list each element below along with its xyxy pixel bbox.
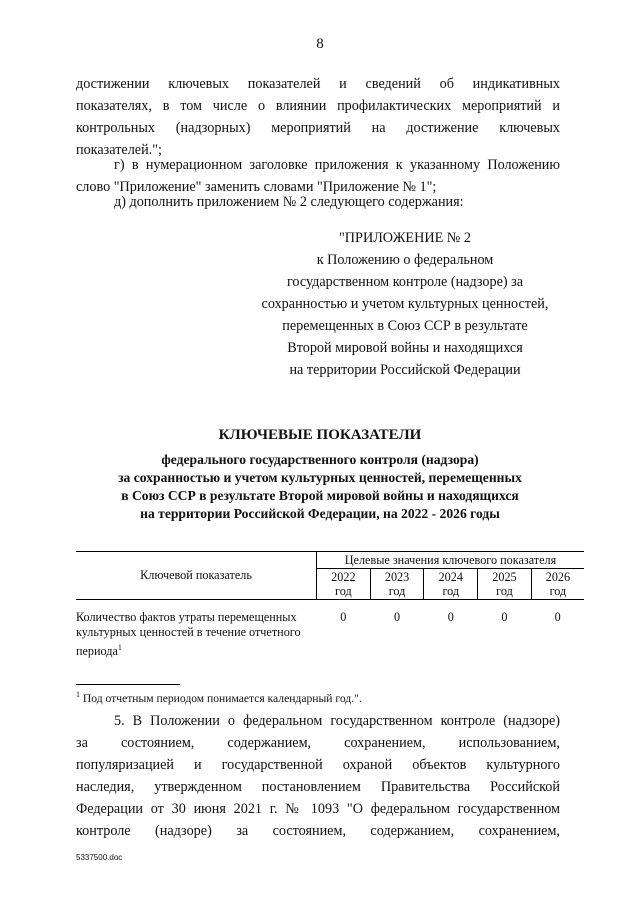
document-id: 5337500.doc (76, 853, 123, 862)
text-line: 5. В Положении о федеральном государственном контроле (надзоре) (114, 713, 560, 729)
appendix-header (240, 227, 570, 381)
subheading-line: в Союз ССР в результате Второй мировой войны и находящихся (121, 488, 519, 503)
text-line: за состоянием, содержанием, сохранением, использованием, (76, 735, 560, 751)
top-paragraph (76, 73, 560, 161)
footnote-mark: 1 (117, 643, 122, 652)
indicator-column-header: Ключевой показатель (76, 552, 317, 600)
year-header: 2024 год (424, 569, 478, 600)
indicator-cell: Количество фактов утраты перемещенных культурных ценностей в течение отчетного периода$^1$ (76, 610, 301, 659)
appendix-line: государственном контроле (надзоре) за (286, 274, 524, 290)
value-cell: 0 (447, 610, 454, 624)
footnote-text: Под отчетным периодом понимается календарный год.". (80, 691, 362, 705)
footnote-mark: 1 (76, 690, 80, 699)
value-cell: 0 (340, 610, 347, 624)
appendix-line: на территории Российской Федерации (289, 362, 521, 378)
footnote (76, 690, 362, 705)
appendix-title: "ПРИЛОЖЕНИЕ № 2 (339, 230, 471, 246)
appendix-line: Второй мировой войны и находящихся (287, 340, 523, 356)
value-cell: 0 (501, 610, 508, 624)
text-line: наследия, утвержденном постановлением Правительства Российской (76, 779, 560, 795)
text-line: контроле (надзоре) за состоянием, содержанием, сохранением, (76, 823, 560, 839)
appendix-line: к Положению о федеральном (316, 252, 494, 268)
table-row (76, 600, 584, 660)
appendix-line: сохранностью и учетом культурных ценностей, (261, 296, 549, 312)
value-cell: 0 (394, 610, 401, 624)
year-header: 2025 год (478, 569, 532, 600)
value-cell: 0 (554, 610, 561, 624)
key-indicators-table (76, 551, 584, 659)
footnote-divider (76, 684, 180, 685)
text-line: слово "Приложение" заменить словами "Приложение № 1"; (76, 179, 437, 195)
document-heading: КЛЮЧЕВЫЕ ПОКАЗАТЕЛИ (218, 427, 422, 443)
text-line: достижении ключевых показателей и сведений об индикативных (76, 76, 560, 92)
text-line: показателях, в том числе о влиянии профилактических мероприятий и (76, 98, 560, 114)
subheading-line: за сохранностью и учетом культурных ценностей, перемещенных (118, 470, 522, 485)
page-number: 8 (316, 36, 324, 52)
text-line: д) дополнить приложением № 2 следующего содержания: (114, 194, 464, 210)
text-line: показателей."; (76, 142, 162, 158)
year-header: 2023 год (370, 569, 424, 600)
target-values-header: Целевые значения ключевого показателя (317, 552, 585, 569)
item-5-paragraph (76, 710, 560, 842)
year-header: 2026 год (531, 569, 584, 600)
appendix-line: перемещенных в Союз ССР в результате (282, 318, 528, 334)
text-line: г) в нумерационном заголовке приложения к указанному Положению (114, 157, 560, 173)
subheading-line: на территории Российской Федерации, на 2022 - 2026 годы (140, 506, 500, 521)
text-line: контрольных (надзорных) мероприятий на достижение ключевых (76, 120, 560, 136)
text-line: Федерации от 30 июня 2021 г. № 1093 "О федеральном государственном (76, 801, 560, 817)
subheading-line: федерального государственного контроля (надзора) (161, 452, 479, 467)
item-d-paragraph (76, 191, 560, 213)
table-header-row (76, 552, 584, 569)
text-line: популяризацией и государственной охраной объектов культурного (76, 757, 560, 773)
year-header: 2022 год (317, 569, 371, 600)
document-subheading (60, 451, 580, 523)
